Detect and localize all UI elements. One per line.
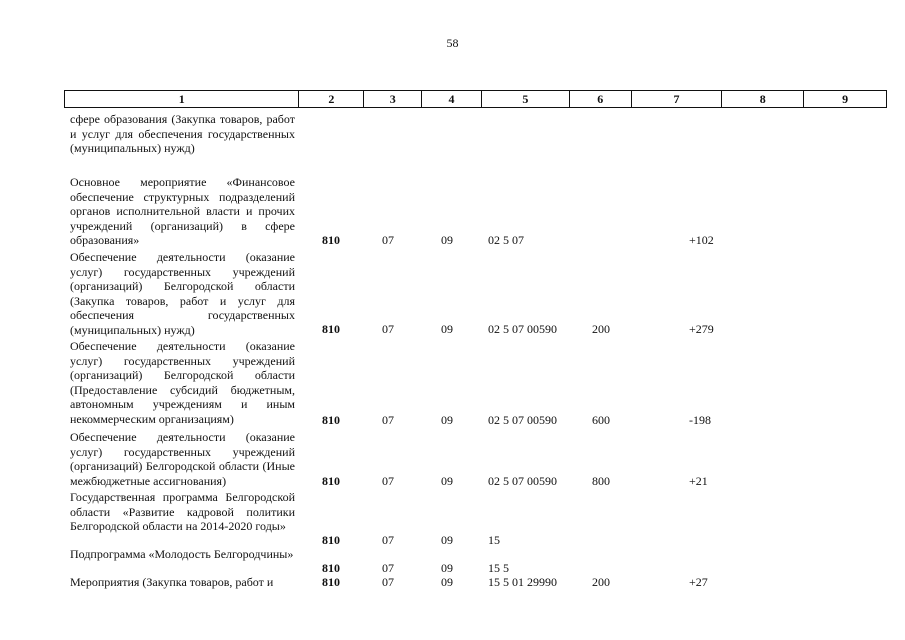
row-description: Обеспечение деятельности (оказание услуг) государственных учреждений (организаций) Белгородской области (Закупка товаров, работ и услуг для обеспечения государственных (муниципальных) нужд): [70, 250, 295, 337]
header-col-4: 4: [422, 91, 482, 107]
row-description: Мероприятия (Закупка товаров, работ и: [70, 575, 274, 589]
row-vr: 200: [592, 575, 610, 589]
header-col-7: 7: [632, 91, 723, 107]
row-vr: 800: [592, 474, 610, 488]
row-section: 07: [382, 575, 394, 589]
header-col-2: 2: [299, 91, 364, 107]
row-amount: -198: [689, 413, 711, 427]
row-subsection: 09: [441, 575, 453, 589]
row-section: 07: [382, 474, 394, 488]
row-section: 07: [382, 533, 394, 547]
row-section: 07: [382, 413, 394, 427]
row-amount: +27: [689, 575, 708, 589]
row-target: 15 5: [488, 561, 509, 575]
row-vr: 200: [592, 322, 610, 336]
row-description: Обеспечение деятельности (оказание услуг) государственных учреждений (организаций) Белгородской области (Предоставление субсидий бюджетным, автономным учреждениям и иным некоммерческим организациям): [70, 339, 295, 426]
row-code: 810: [322, 413, 340, 427]
row-target: 02 5 07 00590: [488, 322, 557, 336]
row-target: 15 5 01 29990: [488, 575, 557, 589]
row-subsection: 09: [441, 413, 453, 427]
row-description: Подпрограмма «Молодость Белгородчины»: [70, 547, 294, 561]
header-col-5: 5: [482, 91, 570, 107]
row-subsection: 09: [441, 561, 453, 575]
row-code: 810: [322, 322, 340, 336]
row-code: 810: [322, 575, 340, 589]
row-subsection: 09: [441, 322, 453, 336]
row-subsection: 09: [441, 533, 453, 547]
row-code: 810: [322, 474, 340, 488]
row-subsection: 09: [441, 233, 453, 247]
row-description: Основное мероприятие «Финансовое обеспечение структурных подразделений органов исполнительной власти и прочих учреждений (организаций) в сфере образования»: [70, 175, 295, 248]
row-amount: +21: [689, 474, 708, 488]
row-target: 02 5 07: [488, 233, 524, 247]
row-code: 810: [322, 533, 340, 547]
row-section: 07: [382, 233, 394, 247]
row-target: 02 5 07 00590: [488, 413, 557, 427]
table-header: [64, 90, 887, 108]
row-amount: +102: [689, 233, 714, 247]
row-subsection: 09: [441, 474, 453, 488]
row-description: сфере образования (Закупка товаров, работ и услуг для обеспечения государственных (муниципальных) нужд): [70, 112, 295, 156]
header-col-3: 3: [364, 91, 422, 107]
row-code: 810: [322, 233, 340, 247]
row-section: 07: [382, 322, 394, 336]
row-target: 02 5 07 00590: [488, 474, 557, 488]
row-vr: 600: [592, 413, 610, 427]
row-code: 810: [322, 561, 340, 575]
row-amount: +279: [689, 322, 714, 336]
header-col-6: 6: [570, 91, 632, 107]
row-section: 07: [382, 561, 394, 575]
header-col-8: 8: [722, 91, 804, 107]
row-description: Государственная программа Белгородской области «Развитие кадровой политики Белгородской области на 2014-2020 годы»: [70, 490, 295, 534]
page-number: 58: [446, 36, 459, 50]
header-col-1: 1: [65, 91, 299, 107]
row-target: 15: [488, 533, 500, 547]
header-col-9: 9: [842, 92, 849, 106]
row-description: Обеспечение деятельности (оказание услуг) государственных учреждений (организаций) Белгородской области (Иные межбюджетные ассигнования): [70, 430, 295, 488]
